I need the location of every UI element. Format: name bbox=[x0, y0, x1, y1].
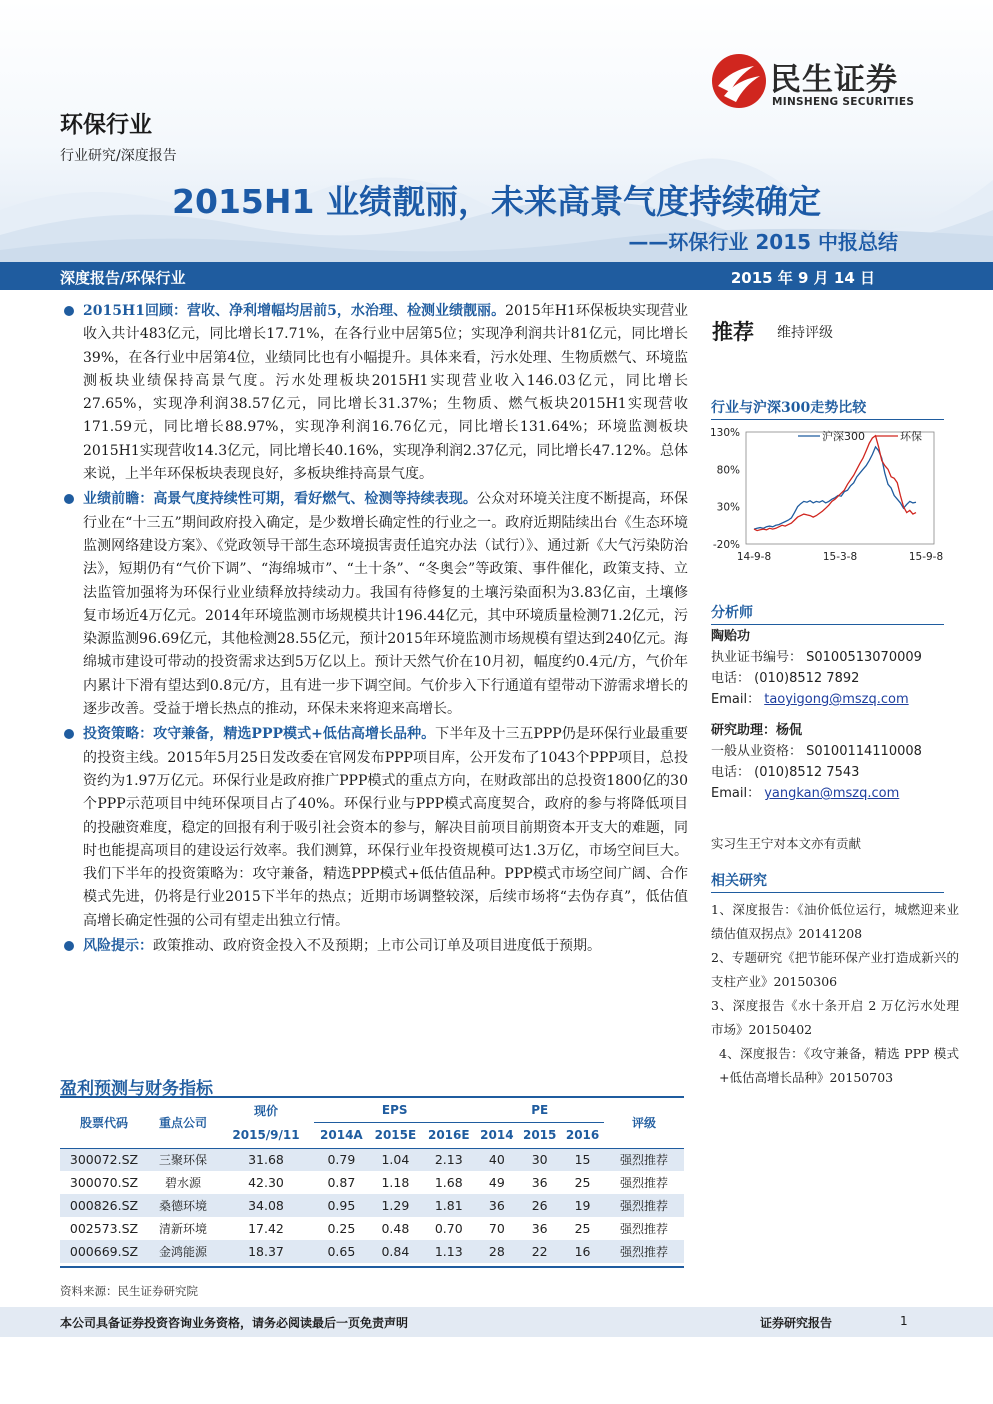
trend-chart bbox=[706, 420, 946, 570]
bullet-outlook bbox=[60, 488, 688, 721]
bullet-heading: 业绩前瞻：高景气度持续性可期，看好燃气、检测等持续表现。 bbox=[83, 491, 477, 508]
y-tick-label: 80% bbox=[716, 464, 740, 477]
page-number: 1 bbox=[900, 1314, 908, 1328]
bullet-heading: 2015H1回顾：营收、净利增幅均居前5，水治理、检测业绩靓丽。 bbox=[83, 303, 506, 319]
footer-label: 证券研究报告 bbox=[760, 1316, 833, 1330]
bullet-heading: 投资策略：攻守兼备，精选PPP模式+低估高增长品种。 bbox=[83, 726, 436, 743]
chart-plot-frame bbox=[746, 432, 934, 544]
x-tick-label: 15-9-8 bbox=[908, 551, 944, 563]
series-line-env bbox=[754, 436, 916, 531]
summary-section bbox=[60, 300, 688, 958]
analyst-name: 陶贻功 bbox=[711, 629, 751, 644]
assistant-name: 研究助理：杨侃 bbox=[711, 723, 803, 738]
email-label: Email： bbox=[711, 692, 761, 707]
cell-pe: 26 bbox=[518, 1194, 561, 1217]
cell-eps: 1.81 bbox=[422, 1194, 475, 1217]
bullet-review bbox=[60, 300, 688, 486]
series-line-hs300 bbox=[754, 447, 916, 529]
bullet-risk bbox=[60, 935, 688, 958]
related-item[interactable]: 2、专题研究《把节能环保产业打造成新兴的支柱产业》20150306 bbox=[711, 950, 959, 989]
related-item[interactable]: 3、深度报告《水十条开启 2 万亿污水处理市场》20150402 bbox=[711, 998, 959, 1037]
table-row bbox=[60, 1148, 684, 1171]
report-header bbox=[0, 0, 993, 262]
y-tick-label: -20% bbox=[712, 539, 740, 551]
col-header-company: 重点公司 bbox=[158, 1116, 207, 1131]
rating-sub: 维持评级 bbox=[777, 325, 833, 341]
cell-pe: 19 bbox=[561, 1194, 604, 1217]
cell-code: 002573.SZ bbox=[69, 1221, 139, 1236]
assistant-info bbox=[711, 720, 922, 804]
related-section-title: 相关研究 bbox=[711, 870, 944, 893]
cell-rating: 强烈推荐 bbox=[604, 1148, 684, 1171]
table-row bbox=[60, 1171, 684, 1194]
analyst-phone: 电话： (010)8512 7892 bbox=[711, 671, 860, 686]
forecast-table-container bbox=[60, 1096, 684, 1268]
cell-pe: 28 bbox=[475, 1240, 518, 1263]
cell-eps: 1.13 bbox=[422, 1240, 475, 1263]
cell-company: 桑德环境 bbox=[148, 1194, 218, 1217]
report-type: 行业研究/深度报告 bbox=[60, 148, 177, 164]
cell-eps: 0.79 bbox=[314, 1148, 369, 1171]
cell-eps: 0.87 bbox=[327, 1175, 356, 1190]
cell-code: 300072.SZ bbox=[60, 1148, 148, 1171]
cell-pe: 70 bbox=[488, 1221, 505, 1236]
cell-eps: 1.18 bbox=[381, 1175, 410, 1190]
chart-legend bbox=[798, 429, 922, 443]
cell-pe: 36 bbox=[475, 1194, 518, 1217]
minsheng-logo-icon bbox=[710, 52, 768, 110]
intern-note: 实习生王宁对本文亦有贡献 bbox=[711, 836, 862, 851]
assistant-cert: 一般从业资格： S0100114110008 bbox=[711, 744, 922, 759]
email-label: Email： bbox=[711, 786, 761, 801]
legend-label: 沪深300 bbox=[822, 430, 865, 443]
cell-eps: 0.95 bbox=[314, 1194, 369, 1217]
page-footer bbox=[0, 1307, 993, 1337]
bullet-strategy bbox=[60, 723, 688, 933]
cell-code: 000826.SZ bbox=[60, 1194, 148, 1217]
cell-company: 碧水源 bbox=[164, 1176, 201, 1190]
sub-title: ——环保行业 2015 中报总结 bbox=[628, 230, 898, 254]
col-header-pe: PE bbox=[475, 1098, 604, 1122]
cell-eps: 0.84 bbox=[369, 1240, 422, 1263]
footer-disclaimer: 本公司具备证券投资咨询业务资格，请务必阅读最后一页免责声明 bbox=[60, 1316, 409, 1330]
bullet-dot-icon bbox=[64, 729, 74, 739]
cell-pe: 22 bbox=[518, 1240, 561, 1263]
cell-eps: 0.25 bbox=[327, 1221, 356, 1236]
cell-rating: 强烈推荐 bbox=[619, 1222, 668, 1236]
assistant-email-link[interactable]: yangkan@mszq.com bbox=[764, 786, 900, 801]
cell-rating: 强烈推荐 bbox=[619, 1176, 668, 1190]
analyst-cert: 执业证书编号： S0100513070009 bbox=[711, 650, 922, 665]
table-row bbox=[60, 1194, 684, 1217]
cell-pe: 15 bbox=[561, 1148, 604, 1171]
cell-eps: 1.29 bbox=[369, 1194, 422, 1217]
chart-title: 行业与沪深300走势比较 bbox=[711, 397, 944, 420]
cell-eps: 1.04 bbox=[369, 1148, 422, 1171]
bullet-body: 2015年H1环保板块实现营业收入共计483亿元，同比增长17.71%，在各行业中居第5位；实现净利润共计81亿元，同比增长39%，在各行业中居第4位，业绩同比也有小幅提升。具体来看，污水处理、生物质燃气、环境监测板块业绩保持高景气度。污水处理板块2015H1实现营业收入146.03亿元，同比增长27.65%，实现净利润38.57亿元，同比增长31.37%；生物质、燃气板块2015H1实现营收171.59元，同比增长88.97%，实现净利润16.76亿元，同比增长131.64%；环境监测板块2015H1实现营收14.3亿元，同比增长40.16%，实现净利润2.37亿元，同比增长47.12%。总体来说，上半年环保板块表现良好，多板块维持高景气度。 bbox=[83, 303, 688, 483]
chart-series bbox=[754, 436, 916, 531]
chart-axes bbox=[746, 432, 934, 544]
cell-eps: 0.65 bbox=[314, 1240, 369, 1263]
related-item[interactable]: 4、深度报告：《攻守兼备，精选 PPP 模式+低估高增长品种》20150703 bbox=[719, 1046, 959, 1085]
cell-pe: 25 bbox=[574, 1175, 591, 1190]
col-header-year: 2014A bbox=[320, 1128, 363, 1142]
col-header-eps: EPS bbox=[314, 1098, 475, 1122]
bullet-body: 公众对环境关注度不断提高，环保行业在“十三五”期间政府投入确定，是少数增长确定性的行业之一。政府近期陆续出台《生态环境监测网络建设方案》、《党政领导干部生态环境损害责任追究办法（试行）》、通过新《大气污染防治法》，短期仍有“气价下调”、“海绵城市”、“土十条”、“冬奥会”等政策、事件催化，政策支持、立法监管加强将为环保行业业绩释放持续动力。我国有待修复的土壤污染面积为3.83亿亩，土壤修复市场近4万亿元。2014年环境监测市场规模共计196.44亿元，其中环境质量检测71.2亿元，污染源监测96.69亿元，其他检测28.55亿元，预计2015年环境监测市场规模有望达到240亿元。海绵城市建设可带动的投资需求达到5万亿以上。预计天然气价在10月初，幅度约0.4元/方，气价年内累计下滑有望达到0.8元/方，且有进一步下调空间。气价步入下行通道有望带动下游需求增长的逐步改善。受益于增长热点的推动，环保未来将迎来高增长。 bbox=[83, 491, 688, 718]
cell-pe: 36 bbox=[531, 1175, 548, 1190]
x-tick-label: 15-3-8 bbox=[822, 551, 858, 563]
logo-text-en: MINSHENG SECURITIES bbox=[772, 96, 915, 108]
col-header-price: 现价 bbox=[253, 1103, 278, 1118]
minsheng-logo bbox=[710, 52, 940, 112]
y-tick-label: 130% bbox=[709, 427, 740, 439]
forecast-table bbox=[60, 1098, 684, 1263]
table-source: 资料来源：民生证券研究院 bbox=[60, 1284, 198, 1298]
cell-pe: 40 bbox=[475, 1148, 518, 1171]
cell-price: 42.30 bbox=[248, 1175, 284, 1190]
bullet-body: 政策推动、政府资金投入不及预期；上市公司订单及项目进度低于预期。 bbox=[153, 938, 601, 955]
cell-pe: 25 bbox=[574, 1221, 591, 1236]
cell-rating: 强烈推荐 bbox=[604, 1240, 684, 1263]
banner-bar bbox=[0, 262, 993, 290]
cell-pe: 30 bbox=[518, 1148, 561, 1171]
table-row bbox=[60, 1240, 684, 1263]
cell-eps: 2.13 bbox=[422, 1148, 475, 1171]
col-header-year: 2016E bbox=[427, 1128, 470, 1142]
bullet-heading: 风险提示： bbox=[83, 938, 153, 955]
x-tick-label: 14-9-8 bbox=[736, 551, 772, 563]
cell-code: 300070.SZ bbox=[69, 1175, 139, 1190]
table-title: 盈利预测与财务指标 bbox=[60, 1079, 213, 1099]
cell-pe: 16 bbox=[561, 1240, 604, 1263]
logo-text-cn: 民生证券 bbox=[770, 62, 898, 98]
col-header-rating: 评级 bbox=[631, 1116, 656, 1131]
banner-date: 2015 年 9 月 14 日 bbox=[730, 269, 875, 287]
analyst-email-link[interactable]: taoyigong@mszq.com bbox=[764, 692, 909, 707]
cell-company: 金鸿能源 bbox=[148, 1240, 218, 1263]
cell-price: 34.08 bbox=[218, 1194, 314, 1217]
cell-pe: 49 bbox=[488, 1175, 505, 1190]
analyst-email-row bbox=[711, 689, 922, 710]
bullet-dot-icon bbox=[64, 306, 74, 316]
y-tick-label: 30% bbox=[716, 501, 740, 514]
cell-code: 000669.SZ bbox=[60, 1240, 148, 1263]
assistant-email-row bbox=[711, 783, 922, 804]
analyst-info bbox=[711, 626, 922, 710]
cell-price: 17.42 bbox=[248, 1221, 284, 1236]
assistant-phone: 电话： (010)8512 7543 bbox=[711, 765, 860, 780]
bullet-dot-icon bbox=[64, 941, 74, 951]
cell-price: 18.37 bbox=[218, 1240, 314, 1263]
cell-company: 三聚环保 bbox=[148, 1148, 218, 1171]
banner-category: 深度报告/环保行业 bbox=[60, 269, 186, 287]
cell-eps: 0.70 bbox=[434, 1221, 463, 1236]
table-row bbox=[60, 1217, 684, 1240]
col-header-code: 股票代码 bbox=[79, 1116, 128, 1131]
cell-rating: 强烈推荐 bbox=[604, 1194, 684, 1217]
rating-label: 推荐 bbox=[712, 320, 754, 344]
bullet-dot-icon bbox=[64, 494, 74, 504]
sector-title: 环保行业 bbox=[60, 112, 152, 138]
related-list bbox=[711, 898, 959, 1090]
related-item[interactable]: 1、深度报告：《油价低位运行，城燃迎来业绩估值双拐点》20141208 bbox=[711, 902, 959, 941]
cell-eps: 1.68 bbox=[434, 1175, 463, 1190]
col-header-year: 2016 bbox=[565, 1128, 600, 1142]
main-title: 2015H1 业绩靓丽，未来高景气度持续确定 bbox=[172, 182, 821, 221]
cell-company: 清新环境 bbox=[158, 1222, 207, 1236]
cell-price: 31.68 bbox=[218, 1148, 314, 1171]
col-header-year: 2015E bbox=[374, 1128, 417, 1142]
col-header-year: 2015 bbox=[522, 1128, 557, 1142]
cell-pe: 36 bbox=[531, 1221, 548, 1236]
col-header-price-date: 2015/9/11 bbox=[232, 1127, 300, 1142]
col-header-year: 2014 bbox=[480, 1128, 514, 1142]
legend-label: 环保 bbox=[900, 430, 922, 443]
bullet-body: 下半年及十三五PPP仍是环保行业最重要的投资主线。2015年5月25日发改委在官网发布PPP项目库，公开发布了1043个PPP项目，总投资约为1.97万亿元。环保行业是政府推广PPP模式的重点方向，在财政部出的总投资1800亿的30个PPP示范项目中纯环保项目占了40%。环保行业与PPP模式高度契合，政府的参与将降低项目的投融资难度，稳定的回报有利于吸引社会资本的参与，解决目前项目前期资本开支大的难题，同时也能提高项目的建设运行效率。我们测算，环保行业年投资规模可达1.3万亿，市场空间巨大。我们下半年的投资策略为：攻守兼备，精选PPP模式+低估值品种。PPP模式市场空间广阔、合作模式先进，仍将是行业2015下半年的热点；近期市场调整较深，后续市场将“去伪存真”，低估值高增长确定性强的公司有望走出独立行情。 bbox=[83, 726, 688, 929]
analyst-section-title: 分析师 bbox=[711, 602, 944, 625]
chart-tick-labels bbox=[710, 427, 943, 563]
cell-eps: 0.48 bbox=[381, 1221, 410, 1236]
